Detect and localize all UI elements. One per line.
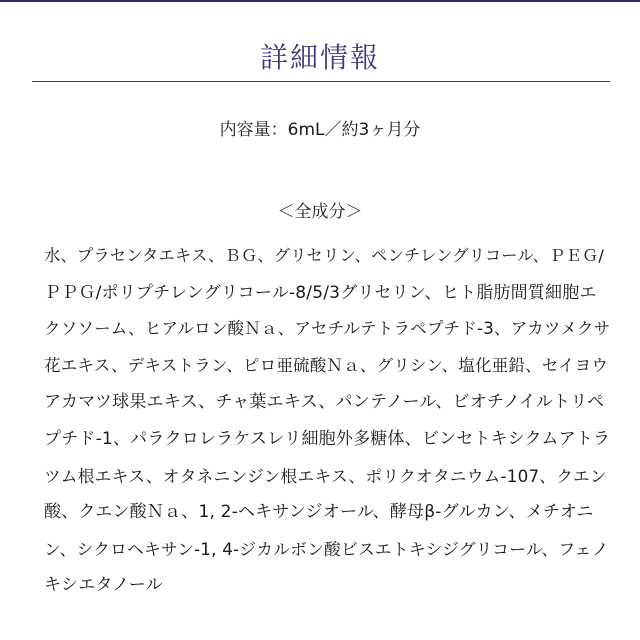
ingredients-line: キシエタノール xyxy=(44,575,163,596)
ingredients-line: アカマツ球果エキス、チャ葉エキス、パンテノール、ビオチノイルトリペ xyxy=(44,392,605,413)
ingredients-heading: ＜全成分＞ xyxy=(277,202,363,222)
page-title: 詳細情報 xyxy=(259,41,380,74)
ingredients-line: 花エキス、デキストラン、ピロ亜硫酸Ｎａ、グリシン、塩化亜鉛、セイヨウ xyxy=(44,355,609,375)
ingredients-line: 酸、クエン酸Ｎａ、1, 2-ヘキサンジオール、酵母β-グルカン、メチオニ xyxy=(44,502,594,523)
capacity-text: 内容量：6mL／約3ヶ月分 xyxy=(219,120,421,140)
ingredients-line: 水、プラセンタエキス、ＢＧ、グリセリン、ペンチレングリコール、ＰＥＧ/ xyxy=(44,246,605,265)
ingredients-line: ン、シクロヘキサン-1, 4-ジカルボン酸ビスエトキシジグリコール、フェノ xyxy=(44,538,609,559)
ingredients-line: プチド-1、パラクロレラケスレリ細胞外多糖体、ビンセトキシクムアトラ xyxy=(44,428,611,449)
top-border-rule xyxy=(0,0,640,2)
ingredients-line: クソソーム、ヒアルロン酸Ｎａ、アセチルテトラペプチド-3、アカツメクサ xyxy=(44,319,611,339)
title-underline xyxy=(32,81,610,82)
ingredients-list xyxy=(44,238,612,604)
ingredients-line: ＰＰＧ/ポリプチレングリコール-8/5/3グリセリン、ヒト脂肪間質細胞エ xyxy=(44,282,597,303)
ingredients-line: ツム根エキス、オタネニンジン根エキス、ポリクオタニウム-107、クエン xyxy=(44,465,607,486)
